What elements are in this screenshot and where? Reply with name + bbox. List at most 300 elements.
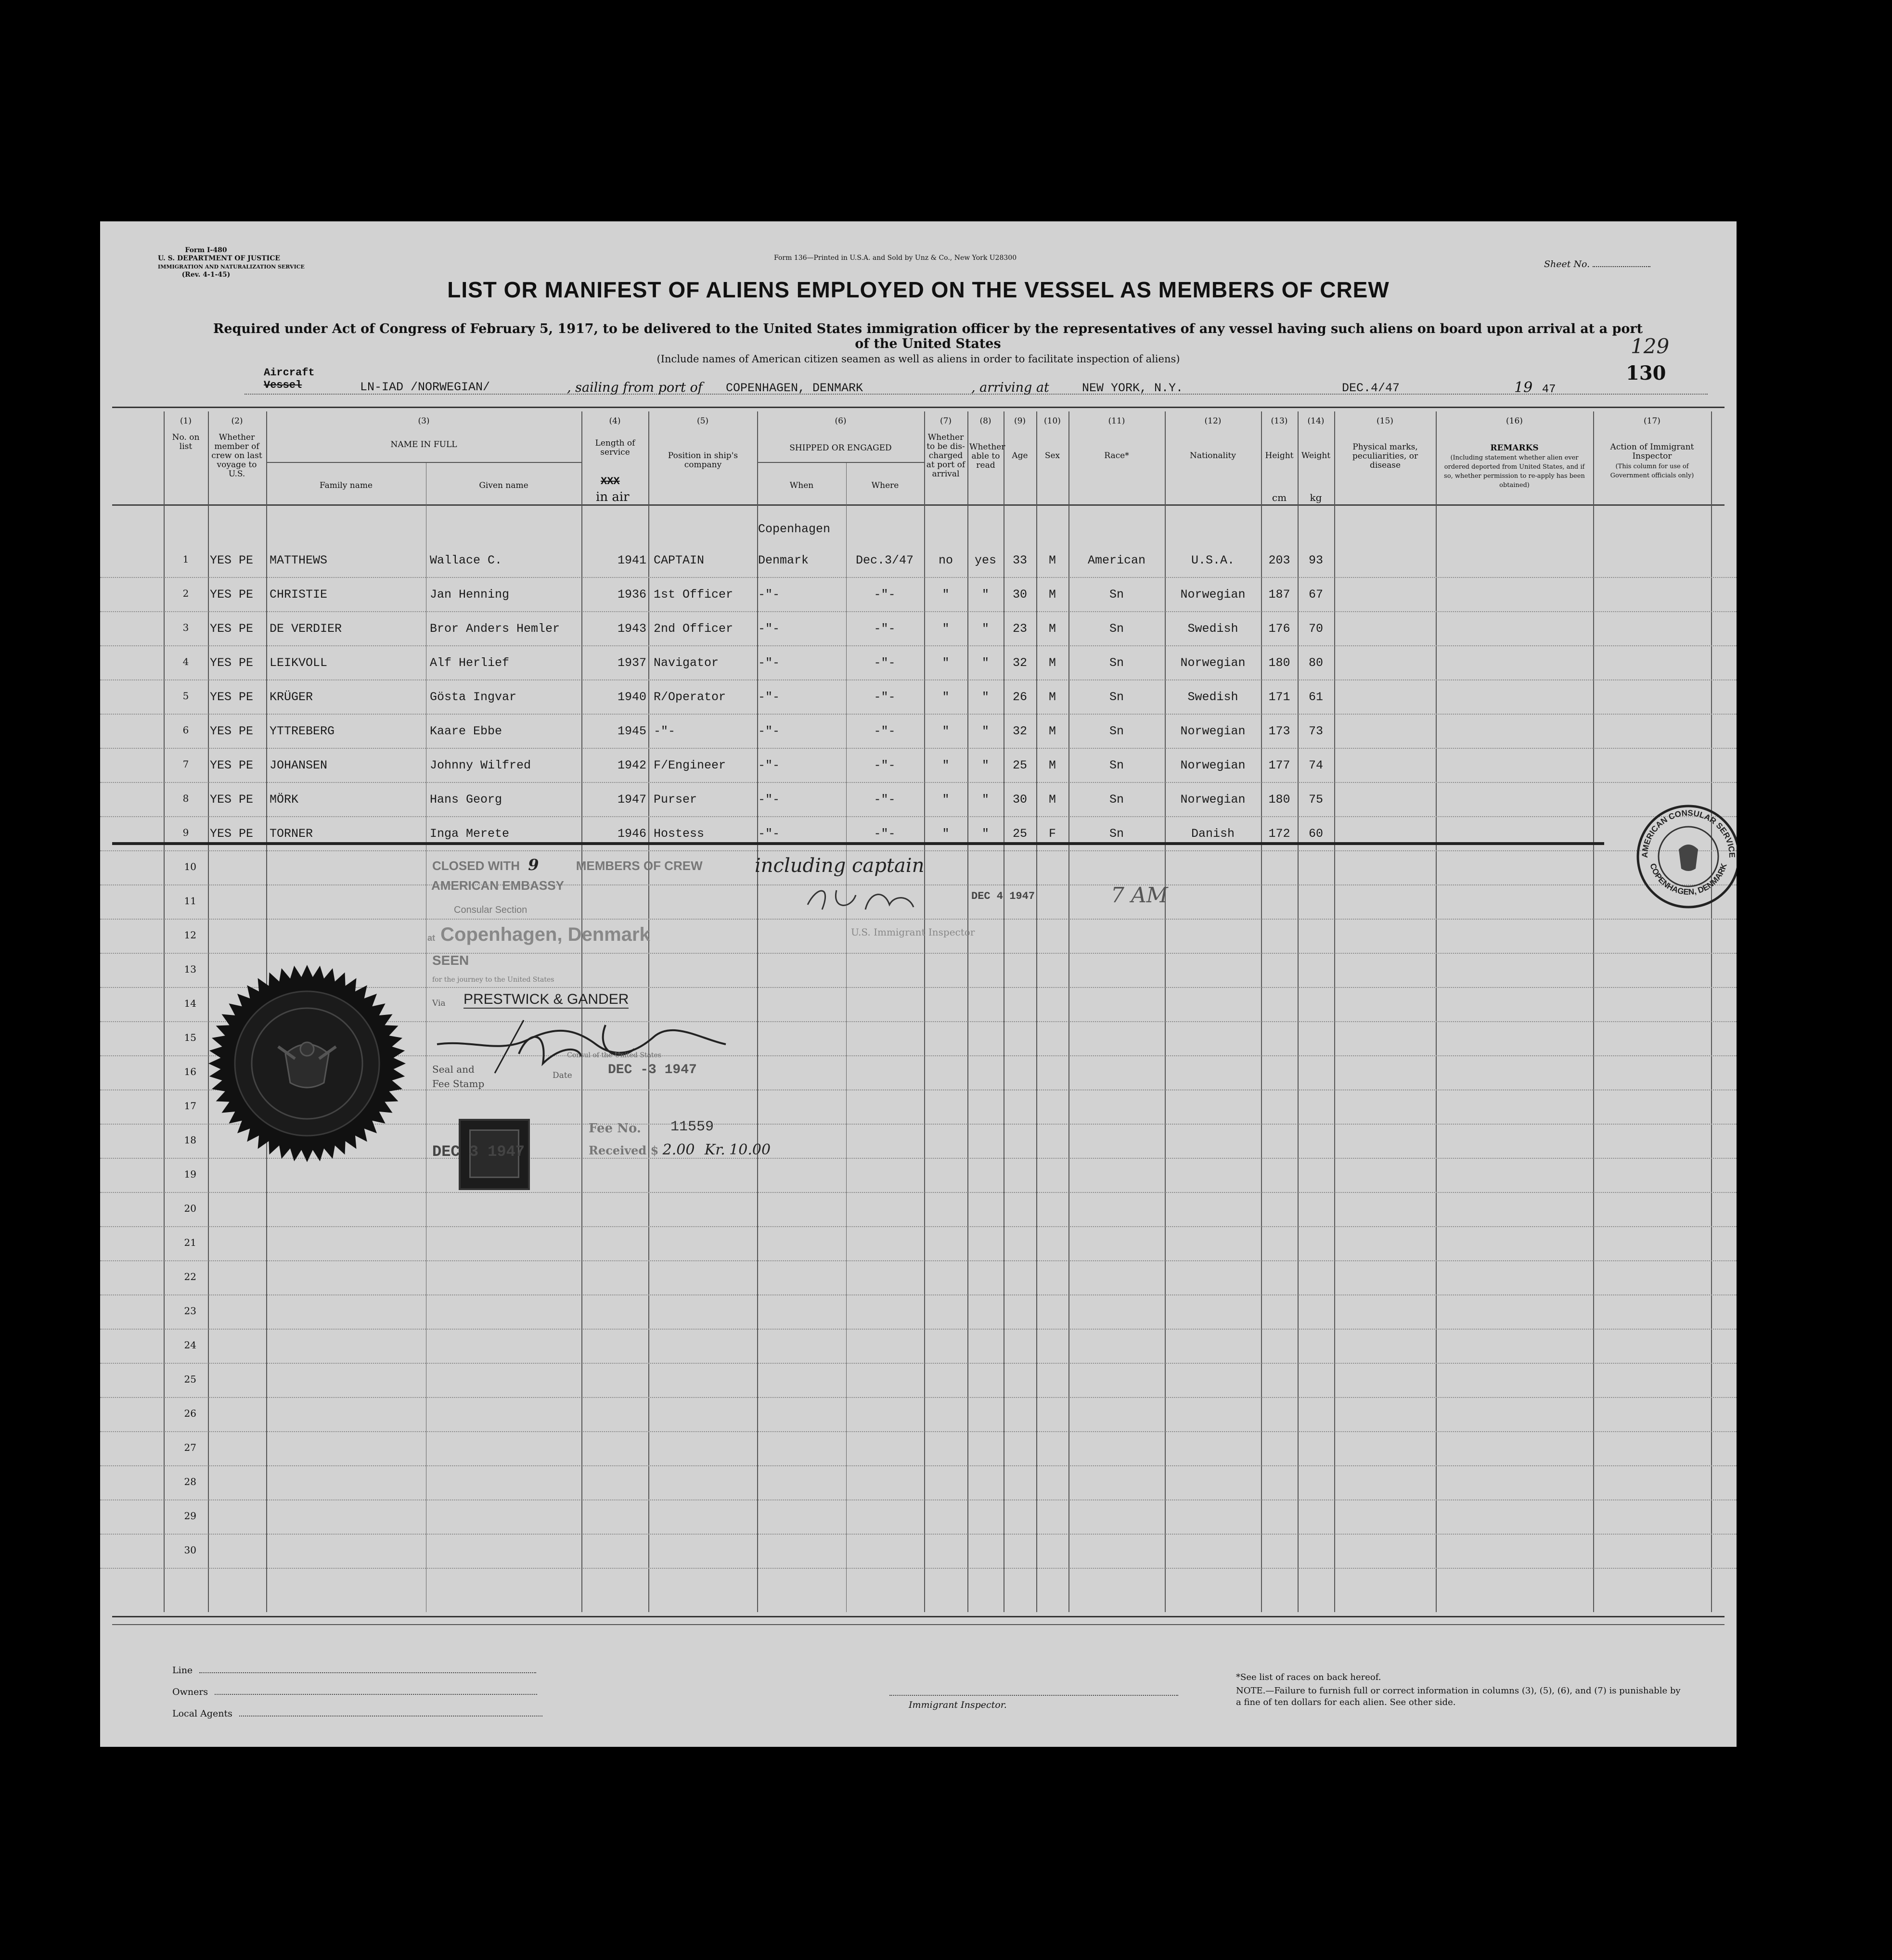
col-num-17: (17) (1644, 416, 1660, 426)
row-divider (100, 953, 1737, 954)
consular-section: Consular Section (454, 905, 528, 915)
via-label: Via (432, 999, 446, 1008)
footer-line (172, 1665, 536, 1676)
cell-sex: M (1048, 758, 1056, 772)
row-divider (100, 1397, 1737, 1398)
row-divider (100, 1534, 1737, 1535)
members-label: MEMBERS OF CREW (576, 858, 703, 873)
table-row (100, 679, 1737, 714)
cell-discharge: " (942, 827, 950, 841)
cell-age: 30 (1012, 793, 1027, 807)
cell-family: YTTREBERG (270, 724, 335, 738)
cell-height: 180 (1268, 793, 1290, 807)
year-label (1514, 379, 1556, 396)
footer-agents (172, 1708, 542, 1719)
cell-when: -"- (758, 690, 780, 704)
cell-race: Sn (1109, 793, 1124, 807)
inspector-signature-line (889, 1695, 1178, 1696)
cell-where: -"- (874, 827, 896, 841)
shipped-place-header: Copenhagen (758, 522, 831, 536)
col-header-action: Action of Immigrant Inspector (1610, 442, 1694, 461)
cell-prev: YES PE (210, 656, 254, 670)
col-num-6: (6) (835, 416, 847, 426)
line-label: Line (172, 1665, 193, 1676)
row-number: 22 (184, 1271, 196, 1282)
row-number: 28 (184, 1476, 196, 1487)
cell-prev: YES PE (210, 724, 254, 738)
cell-weight: 93 (1308, 553, 1323, 567)
cell-height: 176 (1268, 622, 1290, 636)
col-header-given: Given name (479, 481, 528, 490)
height-unit: cm (1272, 492, 1287, 503)
cell-discharge: " (942, 622, 950, 636)
row-divider (100, 1260, 1737, 1261)
cell-weight: 75 (1308, 793, 1323, 807)
cell-when: Denmark (758, 553, 809, 567)
col-header-physical: Physical marks, peculiarities, or disease (1352, 442, 1418, 470)
cell-discharge: " (942, 690, 950, 704)
cell-read: " (981, 656, 989, 670)
including-captain: including captain (755, 855, 925, 877)
cell-sex: M (1048, 724, 1056, 738)
cell-read: " (981, 758, 989, 772)
row-number: 30 (184, 1544, 196, 1556)
col-num-2: (2) (231, 416, 243, 426)
row-divider (100, 1329, 1737, 1330)
cell-sex: M (1048, 656, 1056, 670)
seen-note: for the journey to the United States (432, 976, 554, 984)
consular-stamp (1633, 801, 1737, 912)
cell-service: 1936 (617, 588, 646, 602)
col-header-service: Length of service (595, 438, 635, 457)
cell-position: 2nd Officer (654, 622, 734, 636)
cell-position: CAPTAIN (654, 553, 705, 567)
cell-service: 1937 (617, 656, 646, 670)
col-header-no: No. on list (172, 433, 200, 451)
cell-nationality: Swedish (1187, 622, 1238, 636)
weight-unit: kg (1310, 492, 1322, 503)
cell-given: Wallace C. (430, 553, 502, 567)
cell-prev: YES PE (210, 758, 254, 772)
table-row (100, 714, 1737, 748)
cell-race: Sn (1109, 724, 1124, 738)
cell-position: 1st Officer (654, 588, 734, 602)
cell-prev: YES PE (210, 588, 254, 602)
cell-no: 6 (182, 724, 189, 736)
cell-sex: F (1048, 827, 1056, 841)
inspector-time: 7 AM (1111, 883, 1168, 908)
cell-sex: M (1048, 690, 1056, 704)
department: U. S. DEPARTMENT OF JUSTICE (158, 255, 281, 262)
cell-discharge: no (938, 553, 953, 567)
cell-prev: YES PE (210, 827, 254, 841)
embassy-label: AMERICAN EMBASSY (431, 878, 564, 893)
sheet-label (1544, 259, 1650, 269)
cell-where: -"- (874, 724, 896, 738)
closed-with-label: CLOSED WITH (432, 858, 520, 873)
action-note: (This column for use of Government officials only) (1610, 463, 1694, 479)
year-value: 47 (1542, 383, 1556, 396)
table-row (100, 543, 1737, 577)
row-divider (100, 1465, 1737, 1466)
cell-race: Sn (1109, 690, 1124, 704)
at-label: at (427, 933, 436, 943)
col-header-where: Where (871, 481, 899, 490)
table-row (100, 748, 1737, 782)
row-divider (100, 884, 1737, 885)
cell-service: 1947 (617, 793, 646, 807)
cell-race: Sn (1109, 758, 1124, 772)
cell-read: " (981, 827, 989, 841)
col-num-13: (13) (1271, 416, 1288, 426)
cell-height: 177 (1268, 758, 1290, 772)
cell-family: CHRISTIE (270, 588, 328, 602)
col-header-race: Race* (1104, 451, 1129, 461)
col-num-7: (7) (940, 416, 952, 426)
cell-nationality: Norwegian (1180, 588, 1246, 602)
col-num-10: (10) (1044, 416, 1061, 426)
cell-age: 32 (1012, 656, 1027, 670)
arrival-date: DEC.4/47 (1342, 381, 1400, 395)
received-kr: 10.00 (729, 1141, 771, 1158)
cell-age: 32 (1012, 724, 1027, 738)
cell-weight: 60 (1308, 827, 1323, 841)
note-label: NOTE. (1236, 1686, 1266, 1696)
row-number: 23 (184, 1305, 196, 1317)
sheet-number-label: Sheet No. (1544, 259, 1590, 269)
subtitle-note: (Include names of American citizen seamen as well as aliens in order to facilitate inspection of aliens) (656, 353, 1180, 365)
cell-weight: 61 (1308, 690, 1323, 704)
row-divider (100, 1226, 1737, 1227)
cell-no: 8 (182, 793, 189, 804)
cell-given: Bror Anders Hemler (430, 622, 560, 636)
cell-service: 1942 (617, 758, 646, 772)
cell-discharge: " (942, 588, 950, 602)
cell-nationality: Norwegian (1180, 656, 1246, 670)
cell-discharge: " (942, 758, 950, 772)
row-divider (100, 1568, 1737, 1569)
cell-height: 180 (1268, 656, 1290, 670)
cell-given: Gösta Ingvar (430, 690, 517, 704)
port-to: NEW YORK, N.Y. (1082, 381, 1184, 395)
cell-read: " (981, 622, 989, 636)
service-unit: in air (596, 490, 630, 504)
cell-given: Johnny Wilfred (430, 758, 531, 772)
closed-count: 9 (528, 856, 539, 874)
fee-stamp-date: DEC 3 1947 (432, 1143, 525, 1161)
cell-position: R/Operator (654, 690, 726, 704)
row-number: 29 (184, 1510, 196, 1522)
cell-height: 173 (1268, 724, 1290, 738)
received-kr-label: Kr. (704, 1141, 725, 1158)
cell-no: 5 (182, 690, 189, 702)
page-title: LIST OR MANIFEST OF ALIENS EMPLOYED ON THE VESSEL AS MEMBERS OF CREW (447, 277, 1390, 302)
cell-age: 33 (1012, 553, 1027, 567)
cell-prev: YES PE (210, 793, 254, 807)
row-number: 26 (184, 1408, 196, 1419)
cell-where: -"- (874, 588, 896, 602)
row-number: 18 (184, 1134, 196, 1146)
embassy-seal (206, 962, 408, 1165)
row-number: 12 (184, 929, 196, 941)
cell-nationality: Norwegian (1180, 758, 1246, 772)
cell-read: " (981, 588, 989, 602)
footer-owners (172, 1687, 537, 1697)
row-number: 19 (184, 1168, 196, 1180)
row-number: 15 (184, 1032, 196, 1043)
sailing-label: , sailing from port of (567, 380, 703, 395)
cell-read: " (981, 690, 989, 704)
cell-weight: 74 (1308, 758, 1323, 772)
city-stamp (427, 924, 650, 946)
cell-given: Inga Merete (430, 827, 510, 841)
cell-discharge: " (942, 724, 950, 738)
consul-title: Consul of the United States (567, 1051, 661, 1059)
col-header-read: Whether able to read (969, 442, 1005, 470)
received-label: Received $ (589, 1143, 659, 1157)
cell-when: -"- (758, 622, 780, 636)
table-row (100, 782, 1737, 816)
cell-service: 1945 (617, 724, 646, 738)
row-number: 27 (184, 1442, 196, 1453)
cell-position: Navigator (654, 656, 719, 670)
closing-rule (112, 842, 1604, 845)
cell-race: American (1087, 553, 1146, 567)
col-num-14: (14) (1307, 416, 1325, 426)
cell-service: 1940 (617, 690, 646, 704)
cell-sex: M (1048, 588, 1056, 602)
cell-when: -"- (758, 758, 780, 772)
row-divider (100, 1192, 1737, 1193)
col-num-5: (5) (696, 416, 709, 426)
cell-when: -"- (758, 656, 780, 670)
inspector-date: DEC 4 1947 (971, 890, 1035, 902)
fee-no-label: Fee No. (589, 1121, 641, 1136)
inspector-signature (803, 881, 918, 919)
col-num-15: (15) (1377, 416, 1393, 426)
cell-prev: YES PE (210, 553, 254, 567)
cell-nationality: Norwegian (1180, 793, 1246, 807)
page-number-new: 130 (1626, 362, 1666, 384)
consul-date: DEC -3 1947 (608, 1063, 697, 1077)
cell-service: 1941 (617, 553, 646, 567)
cell-family: JOHANSEN (270, 758, 328, 772)
row-divider (100, 1431, 1737, 1432)
cell-height: 171 (1268, 690, 1290, 704)
row-number: 10 (184, 861, 196, 872)
inspector-role: U.S. Immigrant Inspector (851, 926, 975, 938)
col-header-family: Family name (319, 481, 373, 490)
cell-race: Sn (1109, 827, 1124, 841)
cell-family: MÖRK (270, 793, 299, 807)
cell-family: MATTHEWS (270, 553, 328, 567)
seen-label: SEEN (432, 953, 469, 968)
vessel-struck: Vessel (264, 379, 302, 391)
service: IMMIGRATION AND NATURALIZATION SERVICE (158, 264, 305, 270)
remarks-note: (Including statement whether alien ever ordered deported from United States, and if so, whether permission to re-apply has been obtained) (1444, 454, 1585, 489)
cell-nationality: Danish (1191, 827, 1235, 841)
cell-when: -"- (758, 724, 780, 738)
cell-prev: YES PE (210, 690, 254, 704)
row-number: 25 (184, 1373, 196, 1385)
cell-service: 1943 (617, 622, 646, 636)
cell-discharge: " (942, 656, 950, 670)
via-route: PRESTWICK & GANDER (463, 991, 629, 1009)
cell-where: Dec.3/47 (855, 553, 914, 567)
table-row (100, 645, 1737, 679)
seal-label: Seal and (432, 1063, 475, 1075)
cell-no: 9 (182, 827, 189, 838)
cell-when: -"- (758, 827, 780, 841)
cell-given: Alf Herlief (430, 656, 510, 670)
subheader-line (266, 462, 581, 463)
col-num-9: (9) (1014, 416, 1026, 426)
date-label: Date (553, 1071, 572, 1080)
col-header-age: Age (1012, 451, 1028, 461)
cell-no: 4 (182, 656, 189, 667)
cell-where: -"- (874, 656, 896, 670)
cell-given: Jan Henning (430, 588, 510, 602)
cell-age: 23 (1012, 622, 1027, 636)
service-struck: XXX (601, 475, 620, 487)
agents-label: Local Agents (172, 1708, 232, 1719)
page-number-old: 129 (1631, 334, 1670, 358)
cell-position: -"- (654, 724, 676, 738)
col-num-1: (1) (180, 416, 192, 426)
col-header-remarks: REMARKS (1490, 443, 1539, 453)
cell-position: Hostess (654, 827, 705, 841)
cell-service: 1946 (617, 827, 646, 841)
cell-position: F/Engineer (654, 758, 726, 772)
revision: (Rev. 4-1-45) (181, 271, 231, 279)
cell-race: Sn (1109, 622, 1124, 636)
cell-nationality: U.S.A. (1191, 553, 1235, 567)
col-header-weight: Weight (1301, 451, 1331, 461)
row-divider (100, 1294, 1737, 1295)
cell-no: 1 (182, 553, 189, 565)
table-row (100, 577, 1737, 611)
row-divider (100, 850, 1737, 851)
closed-with-stamp (432, 856, 703, 874)
col-header-discharge: Whether to be dis-charged at port of arrival (926, 433, 965, 479)
cell-where: -"- (874, 690, 896, 704)
col-header-position: Position in ship's company (668, 451, 738, 470)
row-number: 16 (184, 1066, 196, 1077)
row-number: 24 (184, 1339, 196, 1351)
cell-position: Purser (654, 793, 697, 807)
form-id-block (158, 246, 305, 279)
row-number: 13 (184, 963, 196, 975)
cell-prev: YES PE (210, 622, 254, 636)
cell-given: Kaare Ebbe (430, 724, 502, 738)
owners-label: Owners (172, 1687, 208, 1697)
cell-when: -"- (758, 793, 780, 807)
cell-race: Sn (1109, 588, 1124, 602)
cell-read: " (981, 724, 989, 738)
penalty-note (1236, 1685, 1684, 1708)
col-header-when: When (789, 481, 814, 490)
col-header-height: Height (1265, 451, 1294, 461)
cell-when: -"- (758, 588, 780, 602)
col-header-nationality: Nationality (1190, 451, 1236, 461)
cell-family: TORNER (270, 827, 313, 841)
cell-sex: M (1048, 793, 1056, 807)
cell-discharge: " (942, 793, 950, 807)
cell-where: -"- (874, 758, 896, 772)
fee-no: 11559 (670, 1119, 714, 1135)
cell-nationality: Norwegian (1180, 724, 1246, 738)
row-number: 11 (184, 895, 196, 907)
vessel-name: LN-IAD /NORWEGIAN/ (360, 380, 490, 394)
col-num-16: (16) (1506, 416, 1523, 426)
table-row (100, 816, 1737, 850)
page-subtitle: Required under Act of Congress of February 5, 1917, to be delivered to the United States immigration officer by the representatives of any vessel having such aliens on board upon arrival at a port of the United States (213, 321, 1643, 351)
note-text: —Failure to furnish full or correct information in columns (3), (5), (6), and (7) is punishable by a fine of ten dollars for each alien. See other side. (1236, 1686, 1681, 1707)
cell-height: 172 (1268, 827, 1290, 841)
col-header-shipped: SHIPPED OR ENGAGED (789, 443, 892, 453)
col-header-sex: Sex (1044, 451, 1060, 461)
cell-weight: 70 (1308, 622, 1323, 636)
cell-sex: M (1048, 553, 1056, 567)
cell-read: yes (974, 553, 996, 567)
row-number: 17 (184, 1100, 196, 1112)
arriving-label: , arriving at (971, 380, 1049, 395)
manifest-sheet (100, 221, 1737, 1747)
cell-weight: 80 (1308, 656, 1323, 670)
row-divider (100, 1363, 1737, 1364)
col-num-11: (11) (1108, 416, 1125, 426)
vessel-prefix: Aircraft (264, 367, 315, 379)
row-number: 21 (184, 1237, 196, 1248)
cell-family: KRÜGER (270, 690, 313, 704)
cell-weight: 67 (1308, 588, 1323, 602)
col-num-8: (8) (979, 416, 991, 426)
cell-age: 25 (1012, 758, 1027, 772)
cell-age: 26 (1012, 690, 1027, 704)
col-num-4: (4) (609, 416, 621, 426)
cell-no: 3 (182, 622, 189, 633)
received-usd: 2.00 (662, 1141, 695, 1158)
consular-stamp-outer: AMERICAN CONSULAR SERVICE (1640, 808, 1737, 858)
row-number: 14 (184, 998, 196, 1009)
col-header-prev: Whether member of crew on last voyage to U.S. (211, 433, 262, 479)
cell-age: 30 (1012, 588, 1027, 602)
col-num-3: (3) (418, 416, 430, 426)
cell-no: 7 (182, 758, 189, 770)
cell-no: 2 (182, 588, 189, 599)
received-line (589, 1141, 771, 1158)
cell-age: 25 (1012, 827, 1027, 841)
cell-height: 203 (1268, 553, 1290, 567)
cell-sex: M (1048, 622, 1056, 636)
cell-family: DE VERDIER (270, 622, 342, 636)
year-prefix: 19 (1514, 379, 1533, 396)
consular-stamp-inner: COPENHAGEN, DENMARK (1648, 862, 1729, 897)
port-from: COPENHAGEN, DENMARK (726, 381, 863, 395)
inspector-label: Immigrant Inspector. (909, 1700, 1007, 1710)
races-note: *See list of races on back hereof. (1236, 1672, 1381, 1682)
row-divider (100, 1499, 1737, 1500)
city-name: Copenhagen, Denmark (440, 924, 650, 945)
fee-label: Fee Stamp (432, 1078, 485, 1089)
cell-race: Sn (1109, 656, 1124, 670)
cell-height: 187 (1268, 588, 1290, 602)
cell-weight: 73 (1308, 724, 1323, 738)
row-divider (100, 919, 1737, 920)
row-number: 20 (184, 1203, 196, 1214)
cell-family: LEIKVOLL (270, 656, 328, 670)
cell-read: " (981, 793, 989, 807)
